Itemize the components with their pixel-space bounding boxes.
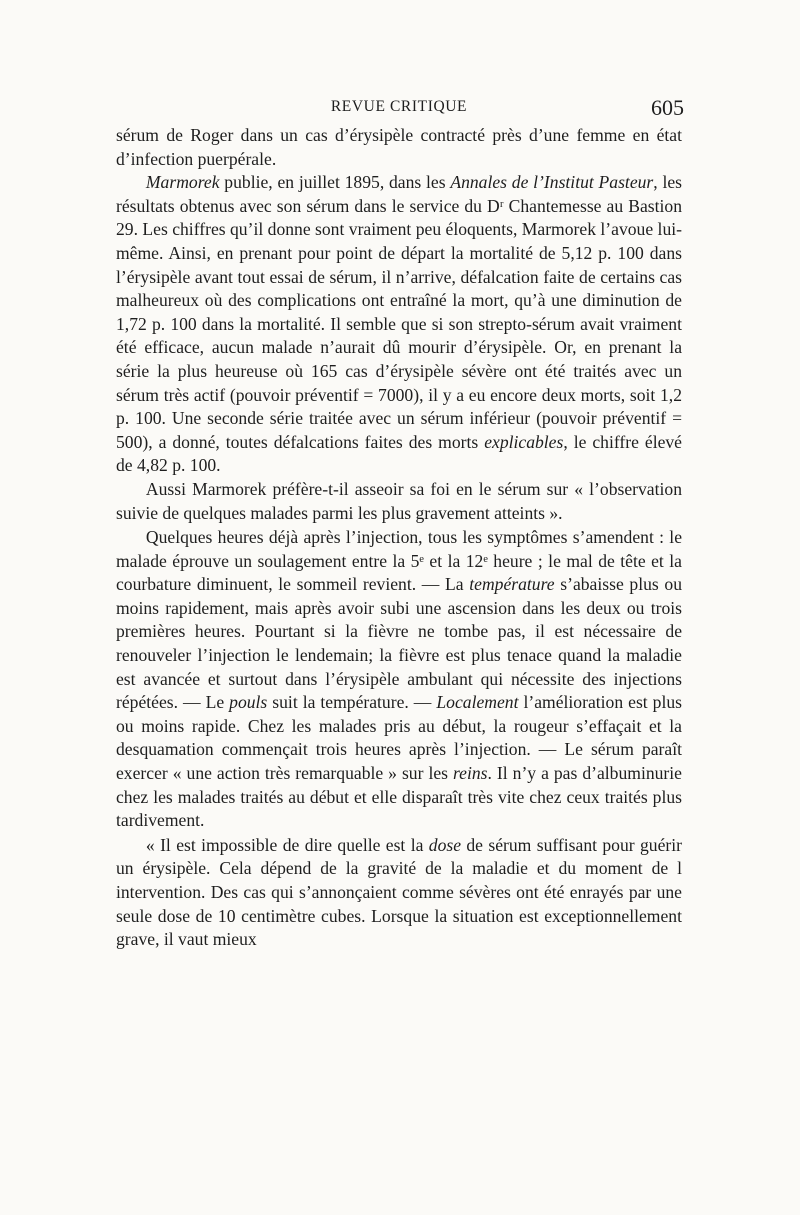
text-run: . Il n’y a pas d’albuminurie chez les malades traités au début et elle disparaît très vite chez ceux traités plus tardivement.	[116, 763, 682, 831]
text-run: publie, en juillet 1895, dans les	[219, 172, 451, 193]
body-text	[116, 124, 682, 952]
text-run: de sérum suffisant pour guérir un érysipèle. Cela dépend de la gravité de la maladie et du moment de l intervention. Des cas qui s’annonçaient comme sévères ont été enrayés par une seule dose de 10 centimètre cubes. Lorsque la situation est exceptionnellement grave, il vaut mieux	[116, 834, 683, 950]
italic-run: Marmorek	[145, 172, 220, 193]
italic-run: reins	[452, 763, 488, 784]
text-run: sérum de Roger dans un cas d’érysipèle contracté près d’une femme en état d’infection puerpérale.	[116, 125, 682, 169]
text-run: , les résultats obtenus avec son sérum dans le service du Dʳ Chantemesse au Bastion 29. Les chiffres qu’il donne sont vraiment peu éloquents, Marmorek l’avoue lui-même. Ainsi, en prenant pour point de départ la mortalité de 5,12 p. 100 dans l’érysipèle avant tout essai de sérum, il n’arrive, défalcation faite de certains cas malheureux où des complications ont entraîné la mort, qu’à une diminution de 1,72 p. 100 dans la mortalité. Il semble que si son strepto-sérum avait vraiment été efficace, aucun malade n’aurait dû mourir d’érysipèle. Or, en prenant la série la plus heureuse où 165 cas d’érysipèle sévère ont été traités avec un sérum très actif (pouvoir préventif = 7000), il y a eu encore deux morts, soit 1,2 p. 100. Une seconde série traitée avec un sérum inférieur (pouvoir préventif = 500), a donné, toutes défalcations faites des morts	[116, 172, 682, 452]
paragraph-5	[116, 834, 682, 952]
paragraph-4	[116, 526, 682, 833]
page-number: 605	[651, 95, 684, 120]
italic-run: explicables	[484, 431, 564, 452]
italic-run: température	[469, 574, 555, 595]
text-run: « Il est impossible de dire quelle est la	[145, 834, 429, 855]
paragraph-2	[116, 171, 682, 478]
text-run: l’amélioration est plus ou moins rapide. Chez les malades pris au début, la rougeur s’effaçait et la desquamation commençait trois heures après l’injection. — Le sérum paraît exercer « une action très remarquable » sur les	[116, 692, 682, 784]
running-title: REVUE CRITIQUE	[330, 98, 468, 115]
paragraph-1	[116, 124, 682, 171]
running-header	[116, 96, 682, 120]
italic-run: pouls	[229, 692, 268, 713]
text-run: Aussi Marmorek préfère-t-il asseoir sa foi en le sérum sur « l’observation suivie de quelques malades parmi les plus gravement atteints ».	[116, 478, 682, 523]
text-run: , le chiffre élevé de 4,82 p. 100.	[116, 431, 682, 476]
text-run: s’abaisse plus ou moins rapidement, mais après avoir subi une ascension dans les deux ou trois premières heures. Pourtant si la fièvre ne tombe pas, il est nécessaire de renouveler l’injection le lendemain; la fièvre est plus tenace quand la maladie est avancée et surtout dans l’érysipèle ambulant qui nécessite des injections répétées. — Le	[116, 574, 682, 713]
italic-run: Localement	[436, 692, 519, 713]
text-run: Quelques heures déjà après l’injection, tous les symptômes s’amendent : le malade éprouve un soulagement entre la 5ᵉ et la 12ᵉ heure ; le mal de tête et la courbature diminuent, le sommeil revient. — La	[116, 527, 682, 595]
text-run: suit la température. —	[267, 692, 437, 713]
italic-run: dose	[428, 834, 462, 855]
italic-run: Annales de l’Institut Pasteur	[450, 172, 654, 193]
paragraph-3	[116, 478, 682, 525]
